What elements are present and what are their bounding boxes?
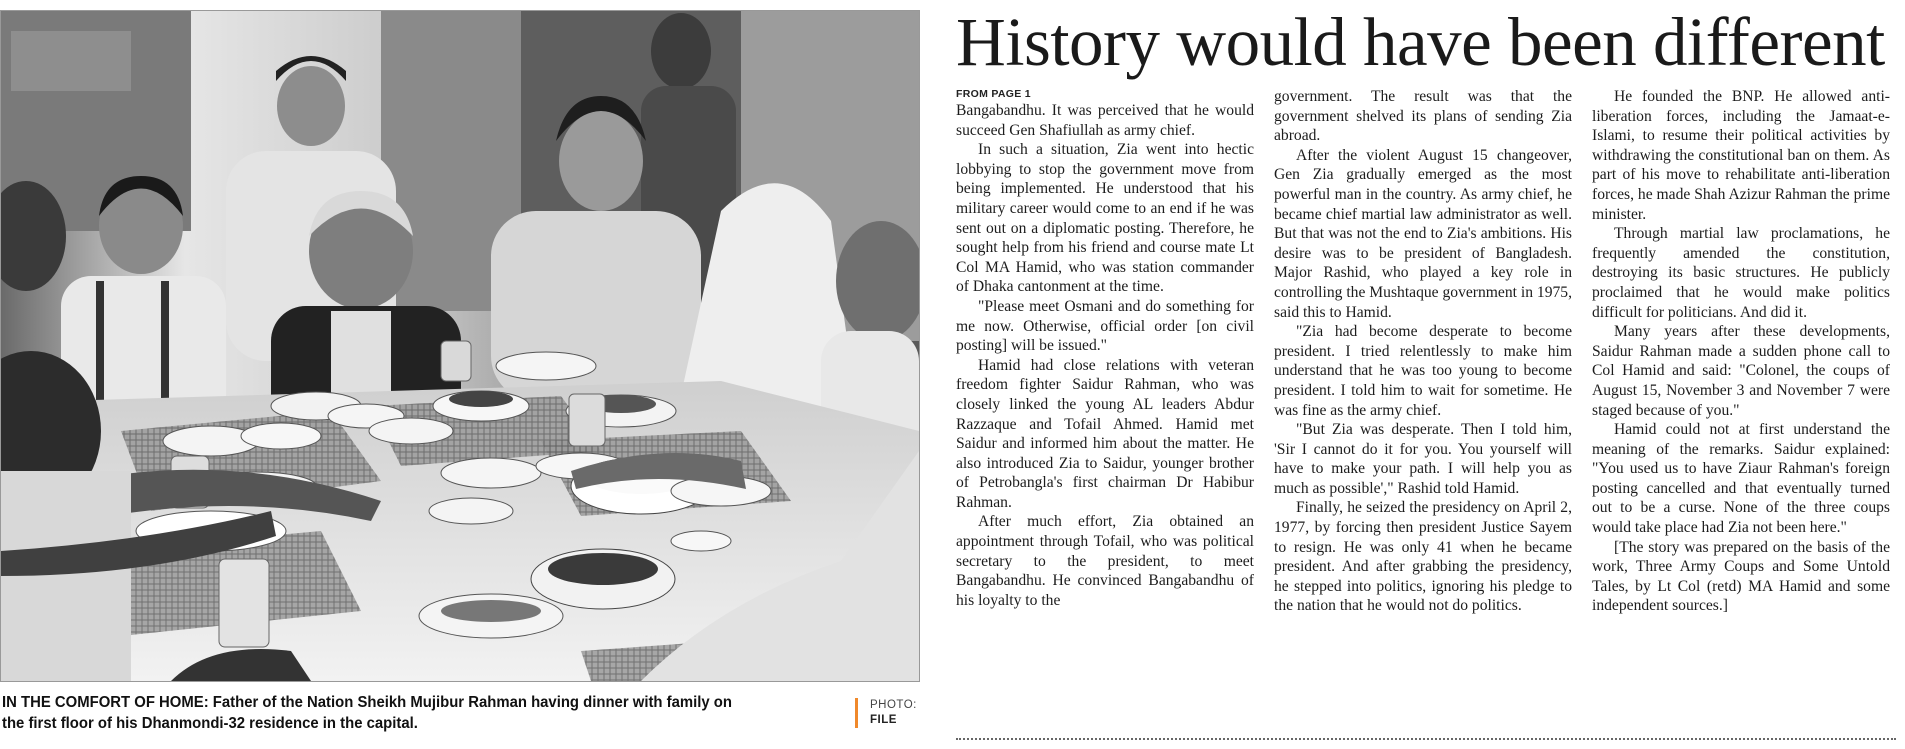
- paragraph: "But Zia was desperate. Then I told him, 'Sir I cannot do it for you. You yourself will have to make your path. I will help you as much as possible'," Rashid told Hamid.: [1274, 421, 1572, 497]
- paragraph: "Please meet Osmani and do something for me now. Otherwise, official order [on civil posting] will be issued.": [956, 297, 1254, 355]
- paragraph: "Zia had become desperate to become president. I tried relentlessly to make him understand that he was too young to become president. I told him to wait for sometime. He was fine as the army chief.: [1274, 323, 1572, 419]
- from-page-label: FROM PAGE 1: [956, 88, 1031, 100]
- photo-credit-source: FILE: [870, 714, 897, 726]
- bottom-dotted-divider: [956, 738, 1896, 740]
- photo-caption: IN THE COMFORT OF HOME: Father of the Nation Sheikh Mujibur Rahman having dinner with family on the first floor of his Dhanmondi-32 residence in the capital.: [2, 694, 732, 732]
- article-column-1: [956, 87, 1254, 610]
- paragraph: Through martial law proclamations, he frequently amended the constitution, destroying its basic structures. He publicly proclaimed that he would make politics difficult for politicians. And did it.: [1592, 225, 1890, 321]
- paragraph: Hamid had close relations with veteran freedom fighter Saidur Rahman, who was closely linked the young AL leaders Abdur Razzaque and Tofail Ahmed. Hamid met Saidur and informed him about the matter. He also introduced Zia to Saidur, younger brother of Petrobangla's first chairman Dr Habibur Rahman.: [956, 356, 1254, 511]
- photo-credit-label: PHOTO:: [870, 699, 917, 711]
- dinner-photo: [0, 10, 920, 682]
- paragraph: government. The result was that the government shelved its plans of sending Zia abroad.: [1274, 88, 1572, 145]
- paragraph: In such a situation, Zia went into hectic lobbying to stop the government move from being implemented. He understood that his military career would come to an end if he was sent out on a diplomatic posting. Therefore, he sought help from his friend and course mate Lt Col MA Hamid, who was station commander of Dhaka cantonment at the time.: [956, 141, 1254, 296]
- paragraph: Bangabandhu. It was perceived that he would succeed Gen Shafiullah as army chief.: [956, 102, 1254, 139]
- article-headline: History would have been different: [956, 4, 1885, 80]
- paragraph: Many years after these developments, Saidur Rahman made a sudden phone call to Col Hamid and said: "Colonel, the coups of August 15, November 3 and November 7 were staged because of you.": [1592, 323, 1890, 419]
- photo-credit: [855, 698, 917, 728]
- family-dinner-image: [1, 11, 919, 681]
- article-column-3: [1592, 87, 1890, 616]
- paragraph: After much effort, Zia obtained an appointment through Tofail, who was political secretary to the president, to meet Bangabandhu. He convinced Bangabandhu of his loyalty to the: [956, 513, 1254, 609]
- paragraph: After the violent August 15 changeover, Gen Zia gradually emerged as the most powerful man in the country. As army chief, he became chief martial law administrator as well. But that was not the end to Zia's ambitions. His desire was to be president of Bangladesh. Major Rashid, who played a key role in controlling the Mushtaque government in 1975, said this to Hamid.: [1274, 146, 1572, 321]
- paragraph: He founded the BNP. He allowed anti-liberation forces, including the Jamaat-e-Islami, to resume their political activities by withdrawing the constitutional ban on them. As part of his move to rehabilitate anti-liberation forces, he made Shah Azizur Rahman the prime minister.: [1592, 88, 1890, 223]
- article-column-2: [1274, 87, 1572, 616]
- paragraph: Hamid could not at first understand the meaning of the remarks. Saidur explained: "You used us to have Ziaur Rahman's foreign posting cancelled and that eventually turned out to be a curse. None of the three coups would take place had Zia not been here.": [1592, 421, 1890, 537]
- paragraph: [The story was prepared on the basis of the work, Three Army Coups and Some Untold Tales, by Lt Col (retd) MA Hamid and some independent sources.]: [1592, 538, 1890, 615]
- paragraph: Finally, he seized the presidency on April 2, 1977, by forcing then president Justice Sayem to resign. He was only 41 when he became president. And after grabbing the presidency, he stepped into politics, ignoring his pledge to the nation that he would not do politics.: [1274, 499, 1572, 615]
